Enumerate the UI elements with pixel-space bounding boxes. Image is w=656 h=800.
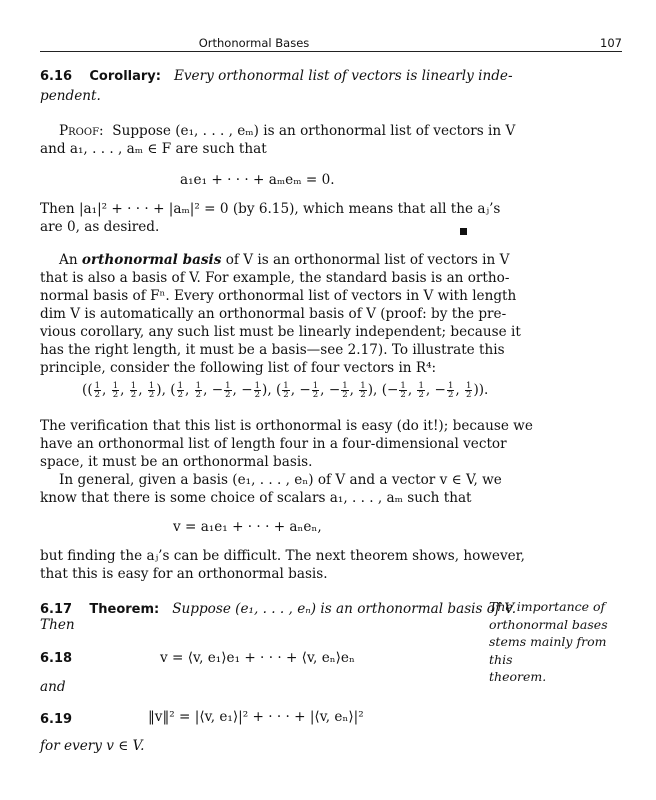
general-line-4: that this is easy for an orthonormal basis. bbox=[40, 566, 328, 582]
basis-line-2: that is also a basis of V. For example, the standard basis is an ortho- bbox=[40, 270, 510, 286]
vector-component: $\frac{1}{2}$ bbox=[283, 381, 289, 400]
corollary-statement-2: pendent. bbox=[40, 88, 101, 104]
margin-note-line-3: stems mainly from this bbox=[489, 634, 607, 667]
theorem-number: 6.17 bbox=[40, 602, 73, 617]
verification-line-2: have an orthonormal list of length four in a four-dimensional vector bbox=[40, 436, 507, 452]
equation-6-19: ‖v‖² = |⟨v, e₁⟩|² + · · · + |⟨v, eₙ⟩|² bbox=[148, 709, 364, 725]
defined-term: orthonormal basis bbox=[81, 252, 222, 268]
equation-6-18: v = ⟨v, e₁⟩e₁ + · · · + ⟨v, eₙ⟩eₙ bbox=[160, 650, 355, 666]
general-line-3: but finding the aⱼ’s can be difficult. The next theorem shows, however, bbox=[40, 548, 526, 564]
vector-component: − $\frac{1}{2}$ bbox=[387, 381, 406, 400]
theorem-heading-line bbox=[40, 601, 516, 617]
theorem-name: Theorem: bbox=[89, 602, 160, 617]
corollary-number: 6.16 bbox=[40, 69, 73, 84]
theorem-statement-2: Then bbox=[40, 617, 75, 633]
corollary-name: Corollary: bbox=[89, 69, 161, 84]
vector-4: (− $\frac{1}{2}$ , $\frac{1}{2}$ , − $\frac{1}{2}$ , $\frac{1}{2}$ ) bbox=[381, 381, 479, 400]
vector-component: $\frac{1}{2}$ bbox=[360, 381, 366, 400]
proof-line-2: and a₁, . . . , aₘ ∈ F are such that bbox=[40, 141, 267, 157]
qed-box bbox=[460, 223, 467, 239]
vector-component: − $\frac{1}{2}$ bbox=[241, 381, 260, 400]
proof-line-3: Then |a₁|² + · · · + |aₘ|² = 0 (by 6.15), which means that all the aⱼ’s bbox=[40, 201, 501, 217]
corollary-statement-1: Every orthonormal list of vectors is linearly inde- bbox=[173, 68, 513, 84]
vector-component: $\frac{1}{2}$ bbox=[466, 381, 472, 400]
vector-3: ( $\frac{1}{2}$ , − $\frac{1}{2}$ , − $\frac{1}{2}$ , $\frac{1}{2}$ ) bbox=[275, 381, 374, 400]
vector-component: − $\frac{1}{2}$ bbox=[211, 381, 231, 400]
basis-line-3: normal basis of Fⁿ. Every orthonormal list of vectors in V with length bbox=[40, 288, 517, 304]
vector-component: $\frac{1}{2}$ bbox=[112, 381, 119, 400]
corollary-heading-line bbox=[40, 68, 513, 84]
proof-label: Proof: bbox=[59, 123, 104, 139]
basis-line-4: dim V is automatically an orthonormal basis of V (proof: by the pre- bbox=[40, 306, 507, 322]
margin-note bbox=[489, 598, 624, 686]
verification-line-1: The verification that this list is orthonormal is easy (do it!); because we bbox=[40, 418, 533, 434]
header-rule bbox=[40, 51, 622, 52]
vector-component: $\frac{1}{2}$ bbox=[94, 381, 101, 400]
vector-1: ( $\frac{1}{2}$ , $\frac{1}{2}$ , $\frac{1}{2}$ , $\frac{1}{2}$ ) bbox=[87, 381, 162, 400]
vector-list: (( $\frac{1}{2}$ , $\frac{1}{2}$ , $\frac{1}{2}$ , $\frac{1}{2}$ ), ( $\frac{1}{2}$ , $\frac{1}{2}$ , − $\frac{1}{2}$ , − $\frac{1}{2}$ ), ( $\frac{1}{2}$ , − $\frac{1}{2}$ , − $\frac{1}{2}$ , $\frac{1}{2}$ ), (− $\frac{1}{2}$ , $\frac{1}{2}$ , − $\frac{1}{2}$ , $\frac{1}{2}$ )). bbox=[82, 381, 489, 400]
basis-line-5: vious corollary, any such list must be linearly independent; because it bbox=[40, 324, 521, 340]
theorem-and: and bbox=[40, 679, 66, 695]
theorem-statement-1: Suppose (e₁, . . . , eₙ) is an orthonormal basis of V. bbox=[172, 601, 517, 617]
vector-2: ( $\frac{1}{2}$ , $\frac{1}{2}$ , − $\frac{1}{2}$ , − $\frac{1}{2}$ ) bbox=[170, 381, 268, 400]
margin-note-line-1: The importance of bbox=[489, 599, 606, 614]
vector-component: $\frac{1}{2}$ bbox=[130, 381, 137, 400]
general-equation: v = a₁e₁ + · · · + aₙeₙ, bbox=[173, 519, 322, 535]
equation-6-19-row bbox=[40, 711, 72, 727]
basis-line-6: has the right length, it must be a basis—see 2.17). To illustrate this bbox=[40, 342, 505, 358]
general-line-1: In general, given a basis (e₁, . . . , eₙ) of V and a vector v ∈ V, we bbox=[59, 472, 502, 488]
verification-line-3: space, it must be an orthonormal basis. bbox=[40, 454, 313, 470]
proof-line-4: are 0, as desired. bbox=[40, 219, 160, 235]
vector-component: − $\frac{1}{2}$ bbox=[328, 381, 348, 400]
equation-6-19-label: 6.19 bbox=[40, 712, 73, 727]
general-line-2: know that there is some choice of scalars a₁, . . . , aₘ such that bbox=[40, 490, 472, 506]
margin-note-line-2: orthonormal bases bbox=[489, 616, 608, 632]
proof-line-1: Proof: Suppose (e₁, . . . , eₘ) is an orthonormal list of vectors in V bbox=[59, 123, 516, 139]
vector-component: − $\frac{1}{2}$ bbox=[299, 381, 319, 400]
proof-equation: a₁e₁ + · · · + aₘeₘ = 0. bbox=[180, 172, 335, 188]
margin-note-line-4: theorem. bbox=[489, 669, 547, 684]
equation-6-18-row bbox=[40, 650, 72, 666]
vector-component: $\frac{1}{2}$ bbox=[418, 381, 424, 400]
vector-component: $\frac{1}{2}$ bbox=[148, 381, 155, 400]
vector-component: − $\frac{1}{2}$ bbox=[434, 381, 454, 400]
basis-line-7: principle, consider the following list of four vectors in R⁴: bbox=[40, 360, 437, 376]
theorem-closing: for every v ∈ V. bbox=[40, 738, 145, 754]
page-number: 107 bbox=[600, 36, 622, 50]
running-header bbox=[40, 36, 622, 50]
running-title: Orthonormal Bases bbox=[198, 36, 310, 50]
basis-line-1: An orthonormal basis of V is an orthonormal list of vectors in V bbox=[59, 252, 510, 268]
vector-component: $\frac{1}{2}$ bbox=[177, 381, 183, 400]
vector-component: $\frac{1}{2}$ bbox=[195, 381, 202, 400]
equation-6-18-label: 6.18 bbox=[40, 651, 73, 666]
